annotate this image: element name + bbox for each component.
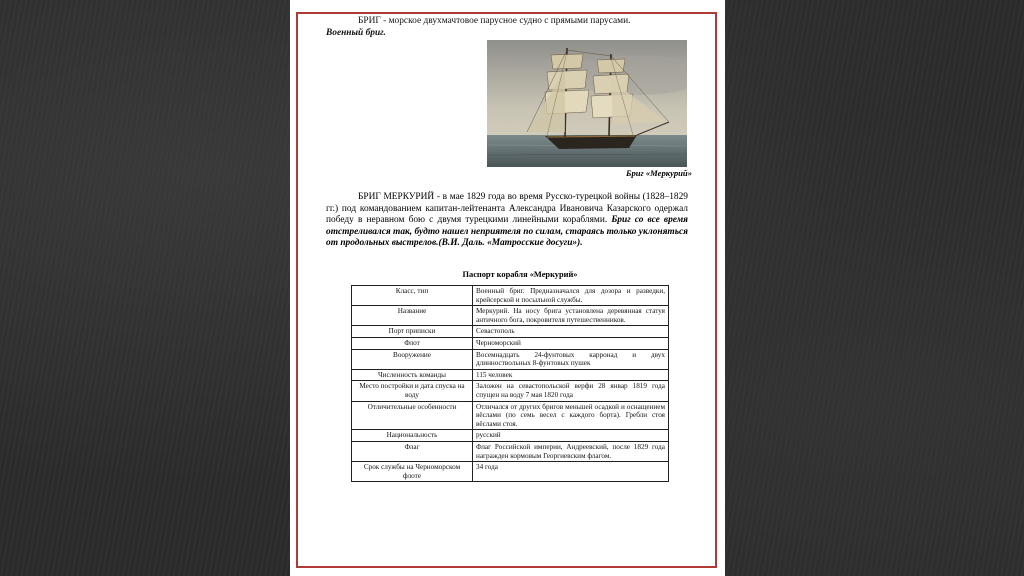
brig-mercury-image xyxy=(487,40,687,167)
table-row xyxy=(352,326,669,338)
mercury-lead: БРИГ МЕРКУРИЙ xyxy=(358,192,435,202)
table-row xyxy=(352,349,669,369)
table-cell-value: Заложен на севастопольской верфи 28 январ 1819 года спущен на воду 7 мая 1820 года xyxy=(473,381,669,401)
table-cell-key: Срок службы на Черноморском флоте xyxy=(352,462,473,482)
table-row xyxy=(352,286,669,306)
mercury-quote: Бриг со все время отстреливался так, будто нашел неприятеля по силам, стараясь только уклоняться от продольных выстрелов.(В.И. Даль. «Матросские досуги»). xyxy=(326,215,688,248)
table-cell-key: Порт приписки xyxy=(352,326,473,338)
mercury-paragraph xyxy=(326,192,688,250)
table-cell-value: Севастополь xyxy=(473,326,669,338)
table-row xyxy=(352,381,669,401)
table-cell-key: Класс, тип xyxy=(352,286,473,306)
table-cell-value: Восемнадцать 24-фунтовых карронад и двух длинноствольных 8-фунтовых пушек xyxy=(473,349,669,369)
table-row xyxy=(352,462,669,482)
table-cell-key: Вооружение xyxy=(352,349,473,369)
table-cell-key: Флаг xyxy=(352,441,473,461)
table-title: Паспорт корабля «Меркурий» xyxy=(462,270,578,279)
table-cell-key: Отличительные особенности xyxy=(352,401,473,430)
mercury-text: - в мае 1829 года во время Русско-турецкой войны (1828–1829 гг.) под командованием капитан-лейтенанта Александра Ивановича Казарского одержал победу в неравном бою с двумя турецкими линейными кораблями. xyxy=(326,192,688,225)
table-cell-key: Численность команды xyxy=(352,369,473,381)
document-page xyxy=(290,0,725,576)
table-cell-key: Национальность xyxy=(352,430,473,442)
table-row xyxy=(352,401,669,430)
table-row xyxy=(352,441,669,461)
table-row xyxy=(352,430,669,442)
table-cell-value: 34 года xyxy=(473,462,669,482)
intro-subtitle: Военный бриг. xyxy=(326,27,386,38)
table-cell-value: Военный бриг. Предназначался для дозора и разведки, крейсерской и посыльной службы. xyxy=(473,286,669,306)
ship-passport-table xyxy=(351,285,669,482)
table-cell-key: Место постройки и дата спуска на воду xyxy=(352,381,473,401)
table-cell-value: Флаг Российской империи, Андреевский, после 1829 года награжден кормовым Георгиевским флагом. xyxy=(473,441,669,461)
table-row xyxy=(352,337,669,349)
table-cell-value: Черноморский xyxy=(473,337,669,349)
table-cell-value: Меркурий. На носу брига установлена деревянная статуя античного бога, покровителя путешественников. xyxy=(473,306,669,326)
image-caption: Бриг «Меркурий» xyxy=(626,168,692,178)
table-row xyxy=(352,306,669,326)
table-cell-value: 115 человек xyxy=(473,369,669,381)
table-cell-value: русский xyxy=(473,430,669,442)
table-cell-key: Флот xyxy=(352,337,473,349)
table-row xyxy=(352,369,669,381)
table-cell-value: Отличался от других бригов меньшей осадкой и оснащением вёслами (по семь весел с каждого борта). Гребли стоя вёслами стоя. xyxy=(473,401,669,430)
table-cell-key: Название xyxy=(352,306,473,326)
intro-block xyxy=(326,16,688,39)
intro-definition: БРИГ - морское двухмачтовое парусное судно с прямыми парусами. xyxy=(358,16,631,26)
